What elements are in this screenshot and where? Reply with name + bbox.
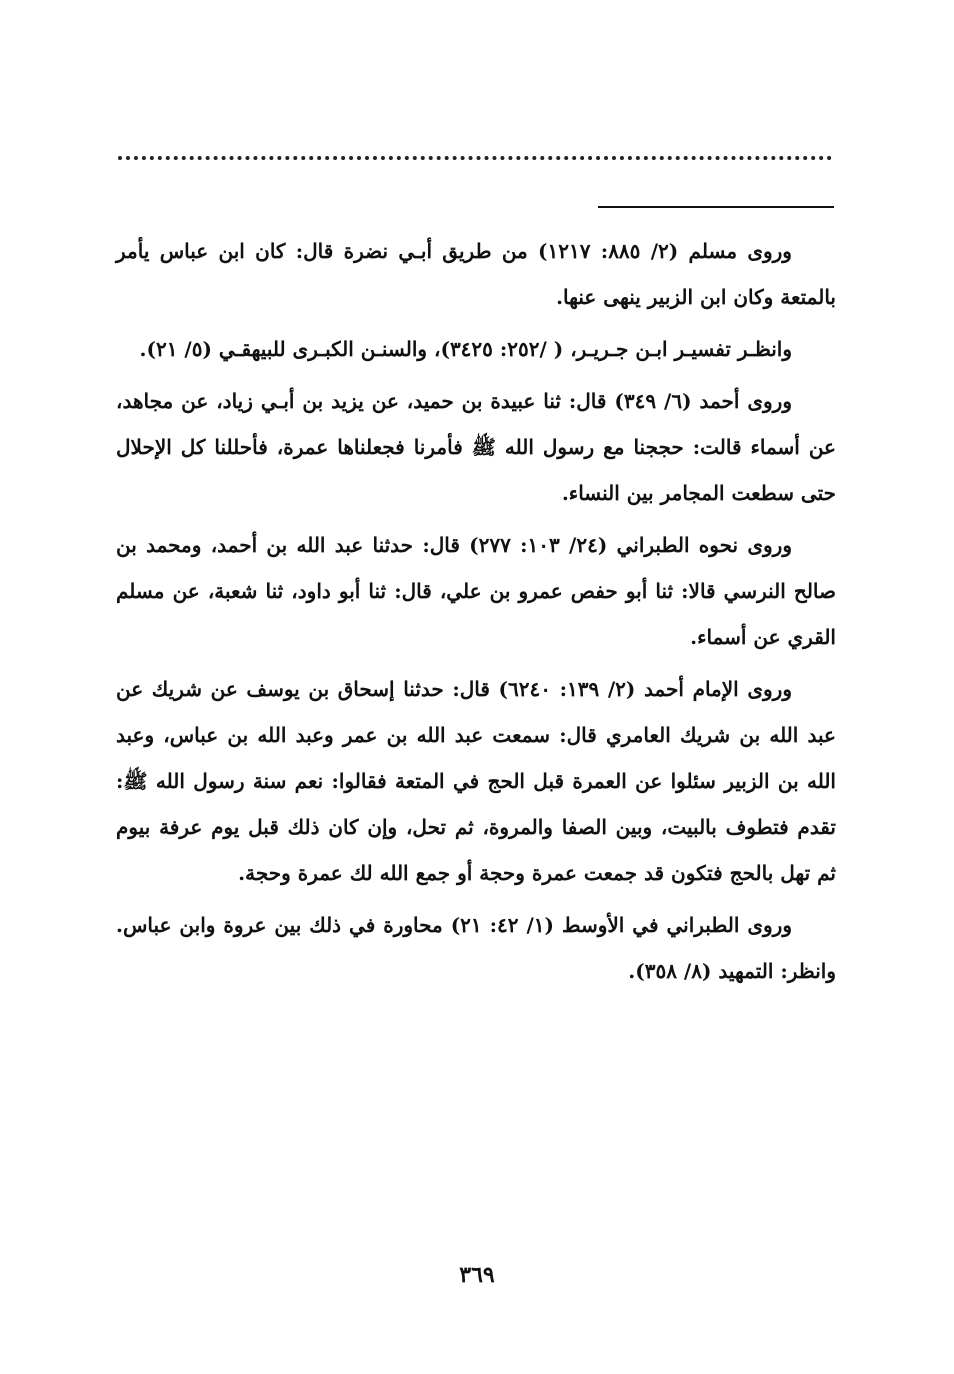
paragraph: وانظـر تفسيـر ابـن جـريـر، ( /٢٥٢: ٣٤٢٥)، والسنـن الكبـرى للبيهقـي (٥/ ٢١). xyxy=(139,337,792,361)
page-number: ٣٦٩ xyxy=(459,1262,495,1288)
footnote-text xyxy=(116,228,836,1000)
paragraph: وروى أحمد (٦/ ٣٤٩) قال: ثنا عبيدة بن حميد، عن يزيد بن أبـي زياد، عن مجاهد، عن أسماء قالت: حججنا مع رسول الله ﷺ فأمرنا فجعلناها عمرة، فأحللنا كل الإحلال حتى سطعت المجامر بين النساء. xyxy=(116,389,836,505)
dotted-separator xyxy=(118,156,832,160)
paragraph: وروى مسلم (٢/ ٨٨٥: ١٢١٧) من طريق أبـي نضرة قال: كان ابن عباس يأمر بالمتعة وكان ابن الزبير ينهى عنها. xyxy=(116,239,836,309)
paragraph: وروى نحوه الطبراني (٢٤/ ١٠٣: ٢٧٧) قال: حدثنا عبد الله بن أحمد، ومحمد بن صالح النرسي قالا: ثنا أبو حفص عمرو بن علي، قال: ثنا أبو داود، ثنا شعبة، عن مسلم القري عن أسماء. xyxy=(116,533,836,649)
paragraph: وروى الإمام أحمد (٢/ ١٣٩: ٦٢٤٠) قال: حدثنا إسحاق بن يوسف عن شريك عن عبد الله بن شريك العامري قال: سمعت عبد الله بن عمر وعبد الله بن عباس، وعبد الله بن الزبير سئلوا عن العمرة قبل الحج في المتعة فقالوا: نعم سنة رسول الله ﷺ: تقدم فتطوف بالبيت، وبين الصفا والمروة، ثم تحل، وإن كان ذلك قبل يوم عرفة بيوم ثم تهل بالحج فتكون قد جمعت عمرة وحجة أو جمع الله لك عمرة وحجة. xyxy=(116,677,836,885)
paragraph: وروى الطبراني في الأوسط (١/ ٤٢: ٢١) محاورة في ذلك بين عروة وابن عباس. وانظر: التمهيد (٨/ ٣٥٨). xyxy=(116,913,836,983)
footnote-rule xyxy=(598,206,834,208)
